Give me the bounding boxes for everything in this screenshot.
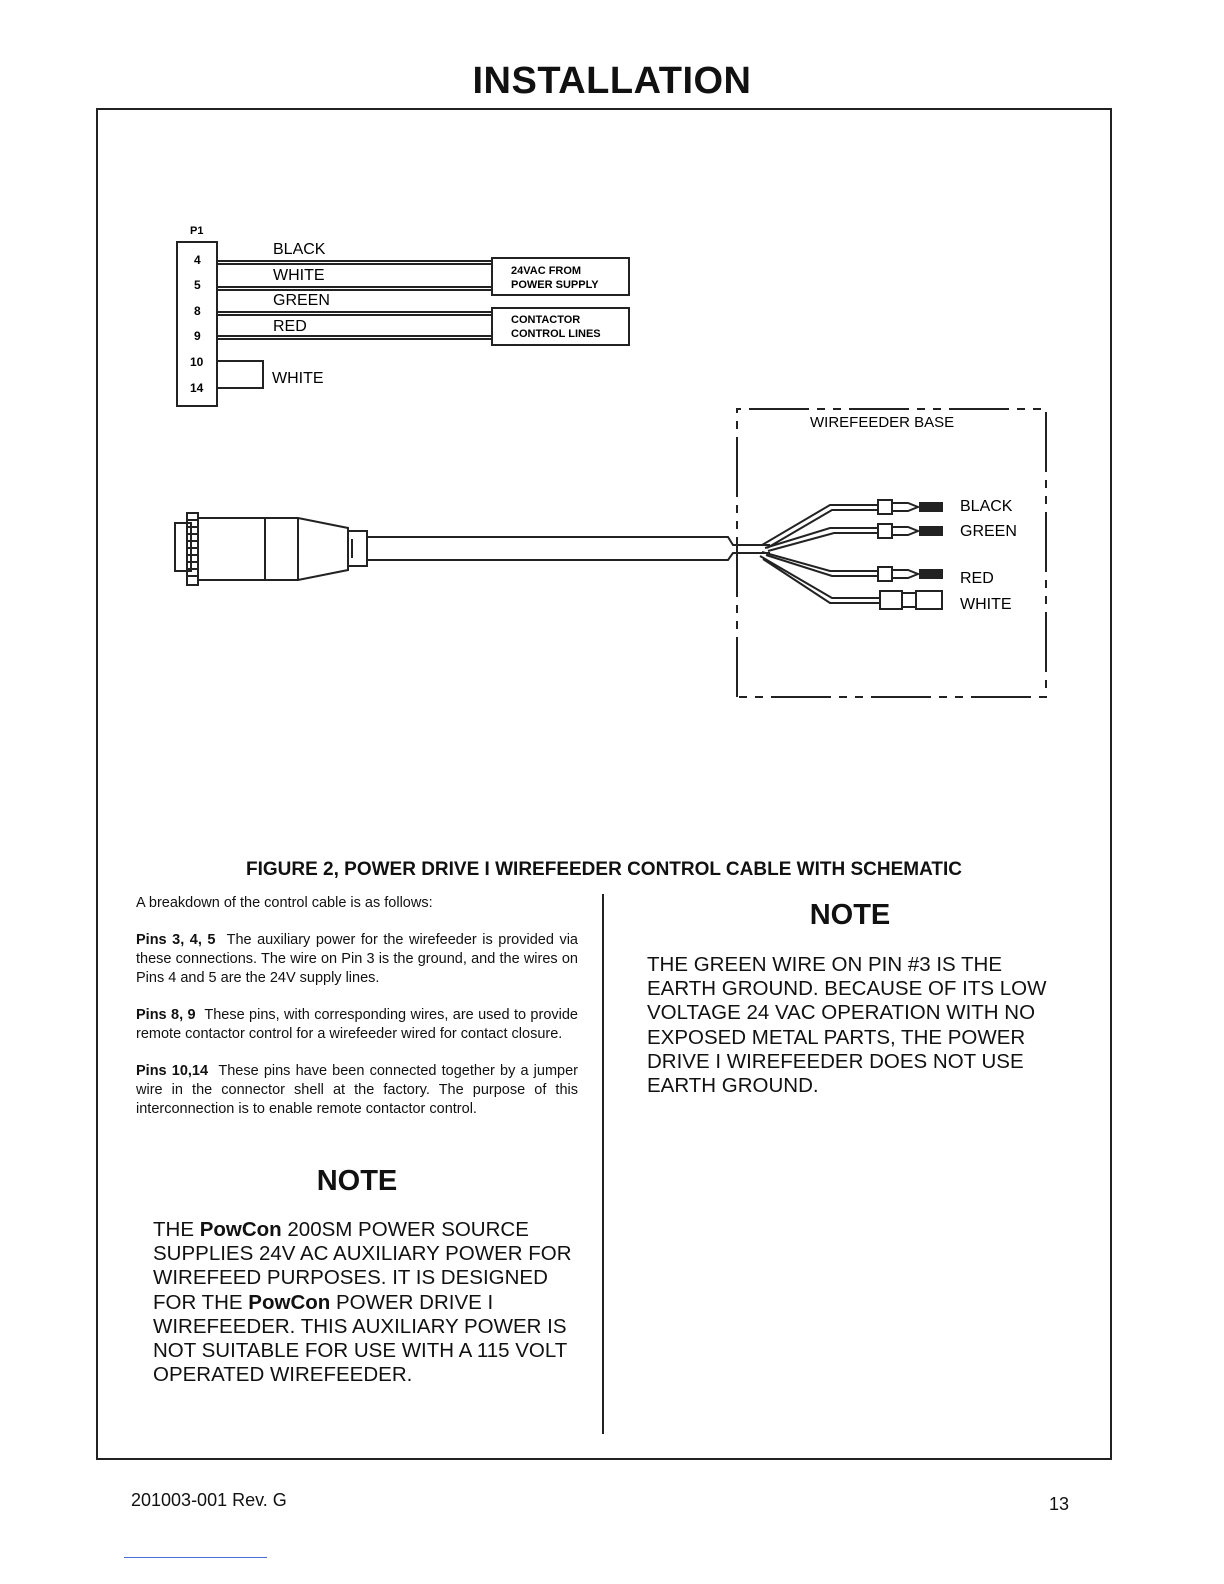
box-24vac-line2: POWER SUPPLY [511,279,599,291]
note-right-heading: NOTE [809,899,891,931]
brand-name: PowCon [248,1290,331,1314]
breakdown-item-text: These pins, with corresponding wires, are used to provide remote contactor control for a wirefeeder wired for contact closure. [136,1007,578,1042]
wire-label-red: RED [273,318,307,335]
lead-terminals [878,500,942,609]
cable-plug [175,513,367,585]
breakdown-section [136,894,578,1137]
breakdown-item-pins: Pins 10,14 [136,1063,209,1079]
pin-10: 10 [190,355,204,369]
pin-4: 4 [194,253,201,267]
lead-label-white: WHITE [960,596,1012,613]
lead-label-green: GREEN [960,523,1017,540]
wire-label-white: WHITE [273,267,325,284]
breakdown-item-pins-10-14 [136,1062,578,1119]
breakdown-item-pins: Pins 3, 4, 5 [136,932,216,948]
lead-label-black: BLACK [960,498,1013,515]
pin-8: 8 [194,304,201,318]
jumper-label-white: WHITE [272,370,324,387]
figure-caption: FIGURE 2, POWER DRIVE I WIREFEEDER CONTROL CABLE WITH SCHEMATIC [245,859,963,880]
column-divider [602,894,604,1434]
wire-label-green: GREEN [273,292,330,309]
breakdown-item-pins: Pins 8, 9 [136,1007,196,1023]
breakdown-item-text: The auxiliary power for the wirefeeder is provided via these connections. The wire on Pin 3 is the ground, and the wires on Pins 4 and 5 are the 24V supply lines. [136,932,578,986]
wire-label-black: BLACK [273,241,326,258]
box-contactor-line1: CONTACTOR [511,314,581,326]
box-24vac-line1: 24VAC FROM [511,265,582,277]
pin-14: 14 [190,381,204,395]
breakdown-intro: A breakdown of the control cable is as follows: [136,895,433,911]
box-contactor-line2: CONTROL LINES [511,328,601,340]
breakdown-item-text: These pins have been connected together by a jumper wire in the connector shell at the factory. The purpose of this interconnection is to enable remote contactor control. [136,1063,579,1117]
breakout-leads [760,505,880,603]
lead-label-red: RED [960,570,994,587]
page-title: INSTALLATION [472,60,752,102]
note-left-text: THE [153,1218,200,1241]
breakdown-item-pins-8-9 [136,1006,578,1044]
pin-9: 9 [194,329,201,343]
link-underline [124,1557,267,1558]
document-number: 201003-001 Rev. G [131,1490,287,1510]
wirefeeder-base-box [737,409,1046,697]
note-left-body [153,1218,573,1387]
note-left-heading: NOTE [316,1165,398,1197]
page-number: 13 [1049,1494,1070,1514]
pin-5: 5 [194,278,201,292]
breakdown-item-pins-3-4-5 [136,931,578,988]
main-cable [367,537,770,560]
brand-name: PowCon [199,1218,282,1241]
wirefeeder-base-label: WIREFEEDER BASE [810,414,955,431]
note-left-text: POWER DRIVE I WIREFEEDER. THIS AUXILIARY POWER IS NOT SUITABLE FOR USE WITH A 115 VOLT OPERATED WIREFEEDER. [153,1290,567,1387]
connector-label: P1 [190,225,204,237]
note-right-body: THE GREEN WIRE ON PIN #3 IS THE EARTH GROUND. BECAUSE OF ITS LOW VOLTAGE 24 VAC OPERATION WITH NO EXPOSED METAL PARTS, THE POWER DRIVE I WIREFEEDER DOES NOT USE EARTH GROUND. [647,953,1047,1098]
note-left-text: 200SM POWER SOURCE SUPPLIES 24V AC AUXILIARY POWER FOR WIREFEED PURPOSES. IT IS DESIGNED FOR THE [153,1218,572,1314]
p1-wires [217,261,492,388]
